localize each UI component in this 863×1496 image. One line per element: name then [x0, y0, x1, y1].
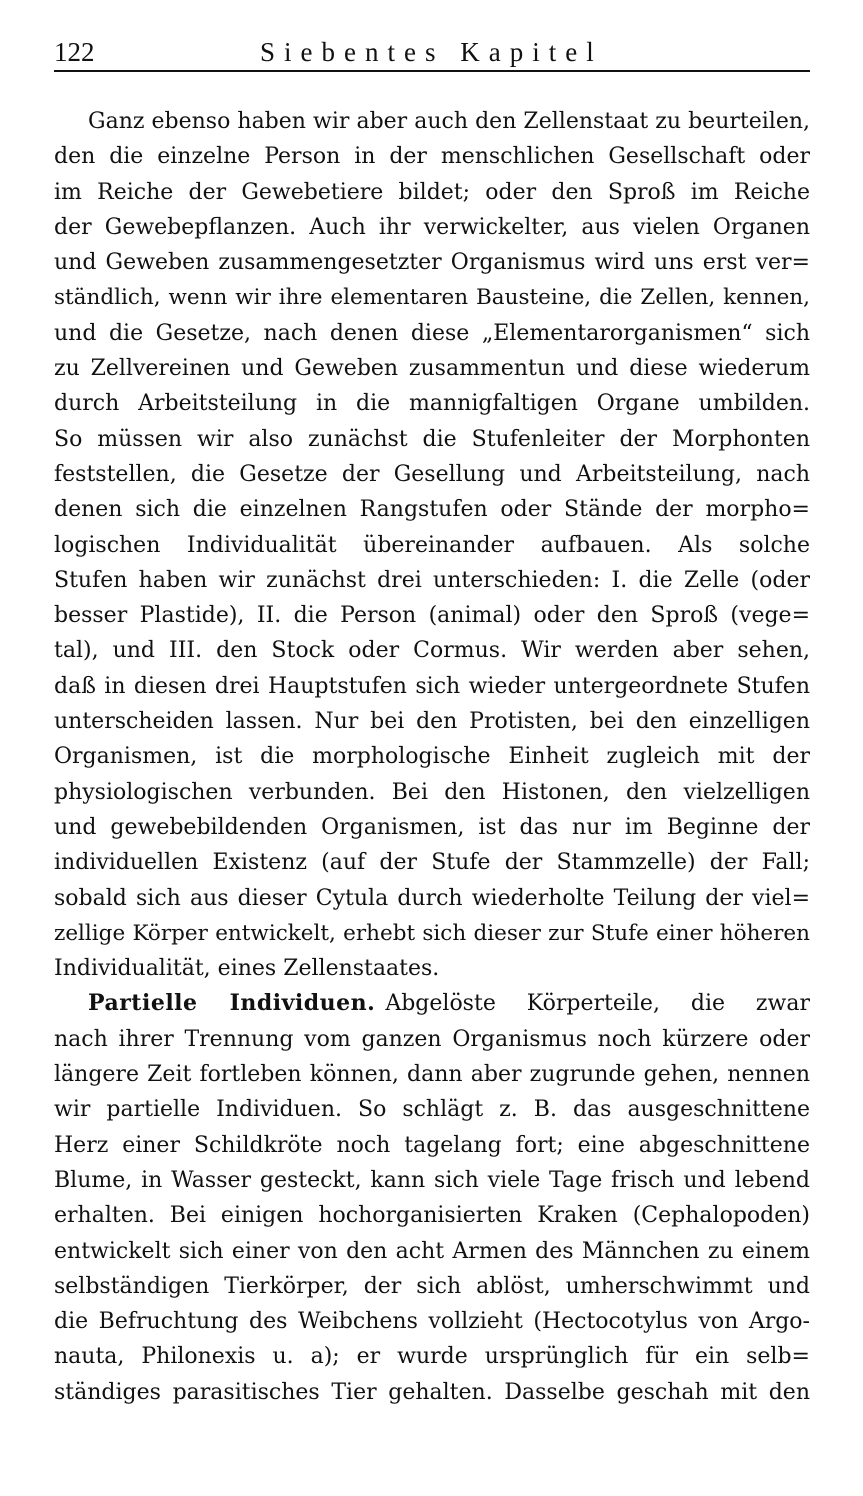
text-line: die Befruchtung des Weibchens vollzieht (Hectocotylus von Argo- — [54, 1309, 810, 1335]
header-rule — [54, 70, 810, 72]
text-line: Stufen haben wir zunächst drei unterschieden: I. die Zelle (oder — [54, 567, 810, 593]
text-line: den die einzelne Person in der menschlichen Gesellschaft oder — [54, 144, 810, 170]
paragraph-zellenstaat — [54, 104, 810, 986]
text-line: ständlich, wenn wir ihre elementaren Bausteine, die Zellen, kennen, — [54, 285, 810, 311]
text-line: wir partielle Individuen. So schlägt z. B. das ausgeschnittene — [54, 1097, 810, 1123]
body-text — [54, 104, 810, 1410]
text-line: erhalten. Bei einigen hochorganisierten Kraken (Cephalopoden) — [54, 1203, 810, 1229]
text-line: längere Zeit fortleben können, dann aber zugrunde gehen, nennen — [54, 1062, 810, 1088]
page-header — [54, 34, 810, 74]
paragraph-partielle-individuen — [54, 986, 810, 1410]
text-line: der Gewebepflanzen. Auch ihr verwickelter, aus vielen Organen — [54, 214, 810, 240]
text-line: besser Plastide), II. die Person (animal) oder den Sproß (vege= — [54, 603, 810, 629]
text-line: Individualität, eines Zellenstaates. — [54, 956, 440, 982]
text-line: denen sich die einzelnen Rangstufen oder Stände der morpho= — [54, 497, 810, 523]
text-line: Herz einer Schildkröte noch tagelang fort; eine abgeschnittene — [54, 1132, 810, 1158]
text-line: So müssen wir also zunächst die Stufenleiter der Morphonten — [54, 426, 810, 452]
text-line: Organismen, ist die morphologische Einheit zugleich mit der — [54, 744, 810, 770]
text-line: zu Zellvereinen und Geweben zusammentun und diese wiederum — [54, 356, 810, 382]
page-number: 122 — [54, 37, 95, 67]
text-run: Abgelöste Körperteile, die zwar — [385, 991, 810, 1017]
text-line: ständiges parasitisches Tier gehalten. Dasselbe geschah mit den — [54, 1379, 810, 1405]
text-line: unterscheiden lassen. Nur bei den Protisten, bei den einzelligen — [54, 709, 810, 735]
text-line: daß in diesen drei Hauptstufen sich wieder untergeordnete Stufen — [54, 673, 810, 699]
text-line: durch Arbeitsteilung in die mannigfaltigen Organe umbilden. — [54, 391, 810, 417]
text-line: individuellen Existenz (auf der Stufe der Stammzelle) der Fall; — [54, 850, 810, 876]
text-line: sobald sich aus dieser Cytula durch wiederholte Teilung der viel= — [54, 885, 810, 911]
running-head: Siebentes Kapitel — [260, 37, 603, 67]
text-line: zellige Körper entwickelt, erhebt sich dieser zur Stufe einer höheren — [54, 920, 810, 946]
text-line: und Geweben zusammengesetzter Organismus wird uns erst ver= — [54, 250, 810, 276]
text-line: Blume, in Wasser gesteckt, kann sich viele Tage frisch und lebend — [54, 1167, 810, 1193]
text-line: logischen Individualität übereinander aufbauen. Als solche — [54, 532, 810, 558]
text-line: im Reiche der Gewebetiere bildet; oder den Sproß im Reiche — [54, 179, 810, 205]
section-heading: Partielle Individuen. — [88, 990, 376, 1017]
text-line: selbständigen Tierkörper, der sich ablöst, umherschwimmt und — [54, 1273, 810, 1299]
text-line: und gewebebildenden Organismen, ist das nur im Beginne der — [54, 814, 810, 840]
text-line: physiologischen verbunden. Bei den Histonen, den vielzelligen — [54, 779, 810, 805]
text-line — [54, 986, 810, 1021]
text-line: nach ihrer Trennung vom ganzen Organismus noch kürzere oder — [54, 1026, 810, 1052]
text-line: Ganz ebenso haben wir aber auch den Zellenstaat zu beurteilen, — [88, 109, 810, 134]
text-line: nauta, Philonexis u. a); er wurde ursprünglich für ein selb= — [54, 1344, 810, 1370]
text-line: tal), und III. den Stock oder Cormus. Wir werden aber sehen, — [54, 638, 810, 664]
text-line: entwickelt sich einer von den acht Armen des Männchen zu einem — [54, 1238, 810, 1264]
text-line: und die Gesetze, nach denen diese „Elementarorganismen“ sich — [54, 320, 810, 346]
text-line: feststellen, die Gesetze der Gesellung und Arbeitsteilung, nach — [54, 461, 810, 487]
